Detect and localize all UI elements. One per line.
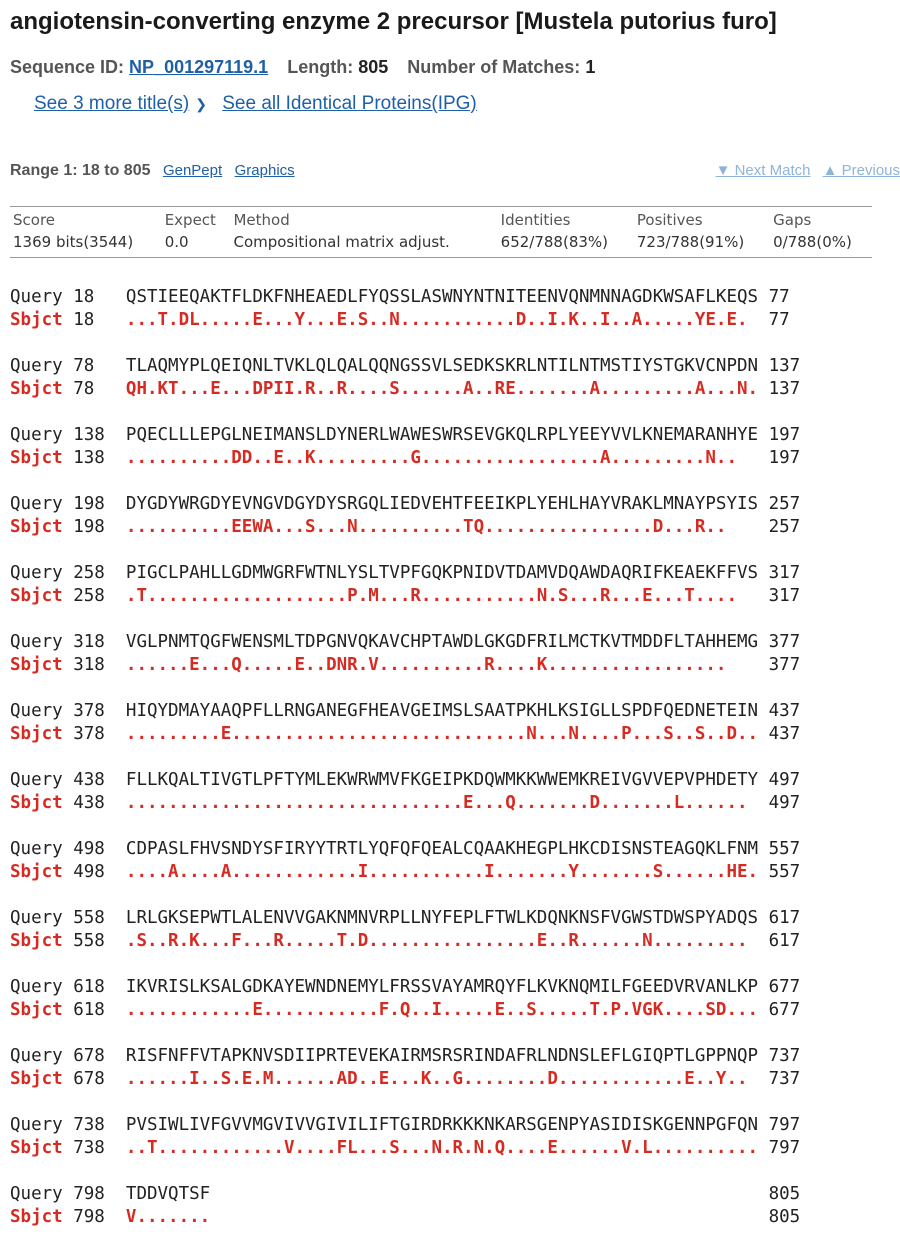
query-end: 805 xyxy=(768,1184,801,1204)
query-line xyxy=(10,769,800,792)
subject-label: Sbjct xyxy=(10,1000,74,1020)
query-start: 618 xyxy=(73,977,126,997)
alignment-block xyxy=(10,355,800,424)
length-label: Length: xyxy=(287,57,354,77)
subject-start: 678 xyxy=(73,1069,126,1089)
title-links xyxy=(34,93,477,115)
subject-sequence: ................................E...Q.......D.......L...... xyxy=(125,793,769,813)
score-value: 1369 bits(3544) xyxy=(13,233,134,251)
previous-match-link[interactable]: ▲ Previous xyxy=(822,162,900,179)
query-start: 678 xyxy=(73,1046,126,1066)
query-start: 18 xyxy=(73,287,126,307)
query-end: 797 xyxy=(768,1115,801,1135)
query-start: 78 xyxy=(73,356,126,376)
subject-label: Sbjct xyxy=(10,1069,74,1089)
subject-sequence: ..........EEWA...S...N..........TQ................D...R.. xyxy=(125,517,769,537)
subject-end: 677 xyxy=(768,1000,801,1020)
subject-start: 738 xyxy=(73,1138,126,1158)
alignment-block xyxy=(10,769,800,838)
subject-sequence: V....... xyxy=(125,1207,769,1227)
alignment-stats-table xyxy=(10,206,872,258)
subject-line xyxy=(10,1137,800,1160)
see-more-titles-link[interactable]: See 3 more title(s) xyxy=(34,93,190,114)
query-end: 317 xyxy=(768,563,801,583)
subject-sequence: .........E............................N...N....P...S..S..D.. xyxy=(125,724,769,744)
query-start: 138 xyxy=(73,425,126,445)
query-line xyxy=(10,838,800,861)
identical-proteins-link[interactable]: See all Identical Proteins(IPG) xyxy=(222,93,477,114)
subject-start: 378 xyxy=(73,724,126,744)
subject-line xyxy=(10,1068,800,1091)
identities-value: 652/788(83%) xyxy=(500,233,609,251)
sequence-id-link[interactable]: NP_001297119.1 xyxy=(129,57,269,77)
method-header: Method xyxy=(233,211,290,229)
range-label: Range 1: 18 to 805 xyxy=(10,162,151,179)
query-end: 677 xyxy=(768,977,801,997)
query-label: Query xyxy=(10,770,74,790)
query-sequence: HIQYDMAYAAQPFLLRNGANEGFHEAVGEIMSLSAATPKHLKSIGLLSPDFQEDNETEIN xyxy=(125,701,769,721)
query-start: 438 xyxy=(73,770,126,790)
query-sequence: PIGCLPAHLLGDMWGRFWTNLYSLTVPFGQKPNIDVTDAMVDQAWDAQRIFKEAEKFFVS xyxy=(125,563,769,583)
subject-end: 77 xyxy=(768,310,790,330)
query-end: 377 xyxy=(768,632,801,652)
subject-sequence: ....A....A............I...........I.......Y.......S......HE. xyxy=(125,862,769,882)
query-end: 77 xyxy=(768,287,790,307)
alignment-block xyxy=(10,631,800,700)
subject-line xyxy=(10,585,800,608)
query-label: Query xyxy=(10,494,74,514)
score-header: Score xyxy=(13,211,56,229)
query-line xyxy=(10,907,800,930)
subject-end: 557 xyxy=(768,862,801,882)
subject-label: Sbjct xyxy=(10,448,74,468)
matches-label: Number of Matches: xyxy=(407,57,581,77)
subject-sequence: ...T.DL.....E...Y...E.S..N...........D..I.K..I..A.....YE.E. xyxy=(125,310,769,330)
query-sequence: RISFNFFVTAPKNVSDIIPRTEVEKAIRMSRSRINDAFRLNDNSLEFLGIQPTLGPPNQP xyxy=(125,1046,769,1066)
chevron-down-icon[interactable]: ❯ xyxy=(195,96,207,112)
query-line xyxy=(10,286,800,309)
query-line xyxy=(10,424,800,447)
gaps-header: Gaps xyxy=(773,211,812,229)
query-end: 737 xyxy=(768,1046,801,1066)
subject-label: Sbjct xyxy=(10,655,74,675)
sequence-alignment xyxy=(10,286,800,1252)
page-title: angiotensin-converting enzyme 2 precursor [Mustela putorius furo] xyxy=(10,8,777,35)
subject-line xyxy=(10,447,800,470)
subject-label: Sbjct xyxy=(10,1138,74,1158)
query-start: 498 xyxy=(73,839,126,859)
alignment-block xyxy=(10,1114,800,1183)
subject-sequence: .S..R.K...F...R.....T.D................E..R......N......... xyxy=(125,931,769,951)
subject-sequence: QH.KT...E...DPII.R..R....S......A..RE.......A.........A...N. xyxy=(125,379,769,399)
alignment-block xyxy=(10,1045,800,1114)
query-label: Query xyxy=(10,563,74,583)
subject-start: 138 xyxy=(73,448,126,468)
subject-label: Sbjct xyxy=(10,310,74,330)
subject-line xyxy=(10,999,800,1022)
subject-end: 197 xyxy=(768,448,801,468)
subject-start: 78 xyxy=(73,379,126,399)
query-line xyxy=(10,493,800,516)
query-line xyxy=(10,562,800,585)
query-line xyxy=(10,1114,800,1137)
subject-label: Sbjct xyxy=(10,586,74,606)
range-header xyxy=(10,162,900,180)
alignment-block xyxy=(10,907,800,976)
query-sequence: DYGDYWRGDYEVNGVDGYDYSRGQLIEDVEHTFEEIKPLYEHLHAYVRAKLMNAYPSYIS xyxy=(125,494,769,514)
query-end: 617 xyxy=(768,908,801,928)
subject-sequence: ......E...Q.....E..DNR.V..........R....K................. xyxy=(125,655,769,675)
subject-sequence: ..........DD..E..K.........G.................A.........N.. xyxy=(125,448,769,468)
subject-label: Sbjct xyxy=(10,517,74,537)
subject-end: 377 xyxy=(768,655,801,675)
stats-header-row xyxy=(10,207,872,232)
query-end: 557 xyxy=(768,839,801,859)
subject-start: 258 xyxy=(73,586,126,606)
subject-start: 438 xyxy=(73,793,126,813)
subject-label: Sbjct xyxy=(10,931,74,951)
query-sequence: VGLPNMTQGFWENSMLTDPGNVQKAVCHPTAWDLGKGDFRILMCTKVTMDDFLTAHHEMG xyxy=(125,632,769,652)
query-line xyxy=(10,1045,800,1068)
query-label: Query xyxy=(10,632,74,652)
subject-sequence: ............E...........F.Q..I.....E..S.....T.P.VGK....SD... xyxy=(125,1000,769,1020)
query-start: 378 xyxy=(73,701,126,721)
query-end: 257 xyxy=(768,494,801,514)
query-label: Query xyxy=(10,425,74,445)
subject-label: Sbjct xyxy=(10,1207,74,1227)
subject-sequence: ......I..S.E.M......AD..E...K..G........D............E..Y.. xyxy=(125,1069,769,1089)
subject-line xyxy=(10,792,800,815)
subject-start: 198 xyxy=(73,517,126,537)
subject-end: 437 xyxy=(768,724,801,744)
subject-label: Sbjct xyxy=(10,379,74,399)
sequence-id-label: Sequence ID: xyxy=(10,57,125,77)
query-end: 497 xyxy=(768,770,801,790)
subject-start: 318 xyxy=(73,655,126,675)
alignment-block xyxy=(10,700,800,769)
length-value: 805 xyxy=(358,57,389,77)
alignment-block xyxy=(10,286,800,355)
query-end: 437 xyxy=(768,701,801,721)
subject-line xyxy=(10,516,800,539)
subject-end: 137 xyxy=(768,379,801,399)
query-start: 258 xyxy=(73,563,126,583)
subject-start: 798 xyxy=(73,1207,126,1227)
subject-line xyxy=(10,378,800,401)
alignment-block xyxy=(10,976,800,1045)
subject-end: 617 xyxy=(768,931,801,951)
subject-end: 737 xyxy=(768,1069,801,1089)
expect-value: 0.0 xyxy=(164,233,189,251)
method-value: Compositional matrix adjust. xyxy=(233,233,450,251)
query-sequence: FLLKQALTIVGTLPFTYMLEKWRWMVFKGEIPKDQWMKKWWEMKREIVGVVEPVPHDETY xyxy=(125,770,769,790)
query-line xyxy=(10,976,800,999)
query-end: 197 xyxy=(768,425,801,445)
genpept-link[interactable]: GenPept xyxy=(162,162,223,179)
query-line xyxy=(10,355,800,378)
query-sequence: LRLGKSEPWTLALENVVGAKNMNVRPLLNYFEPLFTWLKDQNKNSFVGWSTDWSPYADQS xyxy=(125,908,769,928)
subject-end: 497 xyxy=(768,793,801,813)
subject-label: Sbjct xyxy=(10,793,74,813)
query-line xyxy=(10,1183,800,1206)
subject-end: 797 xyxy=(768,1138,801,1158)
subject-line xyxy=(10,309,800,332)
subject-line xyxy=(10,930,800,953)
positives-value: 723/788(91%) xyxy=(636,233,745,251)
gaps-value: 0/788(0%) xyxy=(773,233,852,251)
subject-end: 805 xyxy=(768,1207,801,1227)
query-start: 738 xyxy=(73,1115,126,1135)
subject-label: Sbjct xyxy=(10,724,74,744)
sequence-meta xyxy=(10,57,609,78)
query-start: 318 xyxy=(73,632,126,652)
subject-line xyxy=(10,861,800,884)
query-label: Query xyxy=(10,1184,74,1204)
matches-value: 1 xyxy=(585,57,596,77)
query-sequence: CDPASLFHVSNDYSFIRYYTRTLYQFQFQEALCQAAKHEGPLHKCDISNSTEAGQKLFNM xyxy=(125,839,769,859)
query-sequence: TLAQMYPLQEIQNLTVKLQLQALQQNGSSVLSEDKSKRLNTILNTMSTIYSTGKVCNPDN xyxy=(125,356,769,376)
match-navigation xyxy=(708,162,900,179)
query-line xyxy=(10,700,800,723)
query-label: Query xyxy=(10,839,74,859)
subject-start: 18 xyxy=(73,310,126,330)
query-label: Query xyxy=(10,1046,74,1066)
query-label: Query xyxy=(10,1115,74,1135)
query-sequence: PVSIWLIVFGVVMGVIVVGIVILIFTGIRDRKKKNKARSGENPYASIDISKGENNPGFQN xyxy=(125,1115,769,1135)
query-label: Query xyxy=(10,356,74,376)
alignment-block xyxy=(10,1183,800,1252)
next-match-link[interactable]: ▼ Next Match xyxy=(715,162,811,179)
subject-sequence: .T...................P.M...R...........N.S...R...E...T.... xyxy=(125,586,769,606)
query-sequence: TDDVQTSF xyxy=(125,1184,769,1204)
subject-end: 317 xyxy=(768,586,801,606)
query-end: 137 xyxy=(768,356,801,376)
query-label: Query xyxy=(10,701,74,721)
stats-value-row xyxy=(10,231,872,258)
query-sequence: QSTIEEQAKTFLDKFNHEAEDLFYQSSLASWNYNTNITEENVQNMNNAGDKWSAFLKEQS xyxy=(125,287,769,307)
query-sequence: IKVRISLKSALGDKAYEWNDNEMYLFRSSVAYAMRQYFLKVKNQMILFGEEDVRVANLKP xyxy=(125,977,769,997)
query-start: 798 xyxy=(73,1184,126,1204)
expect-header: Expect xyxy=(164,211,216,229)
alignment-block xyxy=(10,838,800,907)
query-label: Query xyxy=(10,977,74,997)
identities-header: Identities xyxy=(500,211,571,229)
subject-start: 498 xyxy=(73,862,126,882)
subject-label: Sbjct xyxy=(10,862,74,882)
subject-sequence: ..T............V....FL...S...N.R.N.Q....E......V.L.......... xyxy=(125,1138,769,1158)
subject-line xyxy=(10,654,800,677)
query-line xyxy=(10,631,800,654)
subject-start: 618 xyxy=(73,1000,126,1020)
subject-line xyxy=(10,1206,800,1229)
subject-line xyxy=(10,723,800,746)
query-start: 558 xyxy=(73,908,126,928)
graphics-link[interactable]: Graphics xyxy=(234,162,295,179)
subject-start: 558 xyxy=(73,931,126,951)
alignment-block xyxy=(10,562,800,631)
alignment-block xyxy=(10,493,800,562)
query-start: 198 xyxy=(73,494,126,514)
query-sequence: PQECLLLEPGLNEIMANSLDYNERLWAWESWRSEVGKQLRPLYEEYVVLKNEMARANHYE xyxy=(125,425,769,445)
subject-end: 257 xyxy=(768,517,801,537)
positives-header: Positives xyxy=(636,211,703,229)
query-label: Query xyxy=(10,287,74,307)
alignment-block xyxy=(10,424,800,493)
query-label: Query xyxy=(10,908,74,928)
